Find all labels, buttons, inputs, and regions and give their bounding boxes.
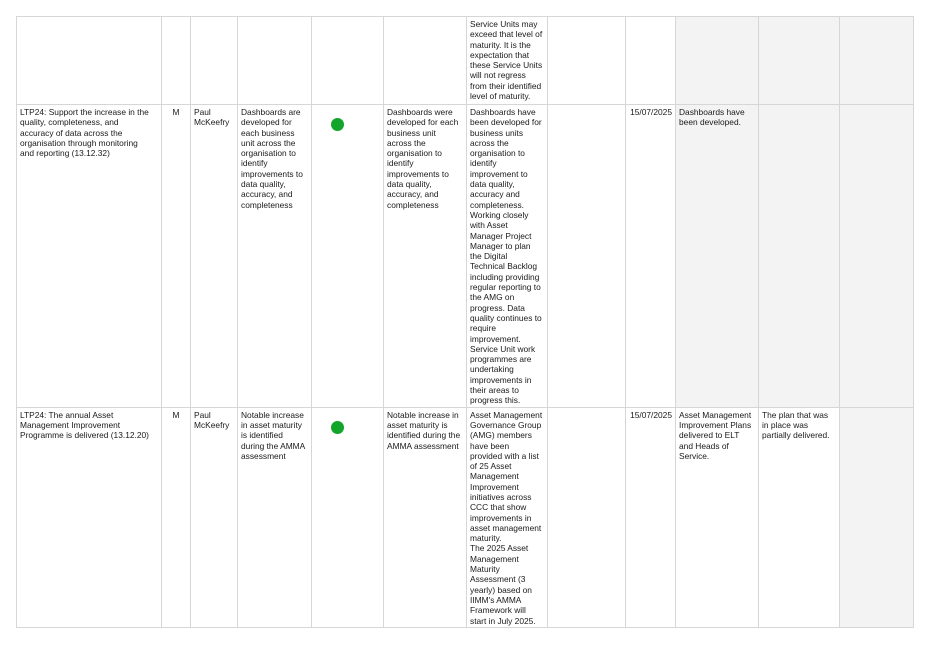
measure-cell: LTP24: Support the increase in the quality, completeness, and accuracy of data across the organisation through monitoring and reporting (13.12.32): [17, 105, 162, 408]
type-cell: M: [162, 407, 191, 627]
plan-cell: The plan that was in place was partially delivered.: [759, 407, 840, 627]
table-row: [17, 105, 914, 408]
extra-cell: [548, 17, 626, 105]
status-cell: [312, 105, 384, 408]
plan-cell: [759, 105, 840, 408]
type-cell: M: [162, 105, 191, 408]
plan-cell: [759, 17, 840, 105]
table-row: [17, 407, 914, 627]
target-cell: [238, 17, 312, 105]
progress-cell: Asset Management Improvement Plans delivered to ELT and Heads of Service.: [676, 407, 759, 627]
target-cell: Dashboards are developed for each business unit across the organisation to identify improvements to data quality, accuracy, and completeness: [238, 105, 312, 408]
target-cell: Notable increase in asset maturity is identified during the AMMA assessment: [238, 407, 312, 627]
commentary-cell: Dashboards have been developed for business units across the organisation to identify improvement to data quality, accuracy and completeness. Working closely with Asset Manager Project Manager to plan the Digital Technical Backlog including providing regular reporting to the AMG on progress. Data quality continues to require improvement. Service Unit work programmes are undertaking improvements in their areas to progress this.: [467, 105, 548, 408]
owner-cell: Paul McKeefry: [191, 105, 238, 408]
status-cell: [312, 407, 384, 627]
blank-cell: [840, 17, 914, 105]
blank-cell: [840, 105, 914, 408]
date-cell: 15/07/2025: [626, 105, 676, 408]
date-cell: [626, 17, 676, 105]
commentary-cell: Asset Management Governance Group (AMG) members have been provided with a list of 25 Asset Management Improvement initiatives across CCC that show improvements in asset management maturity. The 2025 Asset Management Maturity Assessment (3 yearly) based on IIMM's AMMA Framework will start in July 2025.: [467, 407, 548, 627]
table-row: [17, 17, 914, 105]
report-table: [16, 16, 914, 628]
blank-cell: [840, 407, 914, 627]
result-cell: [384, 17, 467, 105]
measure-cell: LTP24: The annual Asset Management Improvement Programme is delivered (13.12.20): [17, 407, 162, 627]
extra-cell: [548, 105, 626, 408]
status-cell: [312, 17, 384, 105]
date-cell: 15/07/2025: [626, 407, 676, 627]
status-dot-icon: [331, 118, 344, 131]
extra-cell: [548, 407, 626, 627]
owner-cell: [191, 17, 238, 105]
progress-cell: Dashboards have been developed.: [676, 105, 759, 408]
result-cell: Dashboards were developed for each business unit across the organisation to identify improvements to data quality, accuracy, and completeness: [384, 105, 467, 408]
commentary-cell: Service Units may exceed that level of maturity. It is the expectation that these Service Units will not regress from their identified level of maturity.: [467, 17, 548, 105]
status-dot-icon: [331, 421, 344, 434]
owner-cell: Paul McKeefry: [191, 407, 238, 627]
measure-cell: [17, 17, 162, 105]
type-cell: [162, 17, 191, 105]
progress-cell: [676, 17, 759, 105]
result-cell: Notable increase in asset maturity is identified during the AMMA assessment: [384, 407, 467, 627]
